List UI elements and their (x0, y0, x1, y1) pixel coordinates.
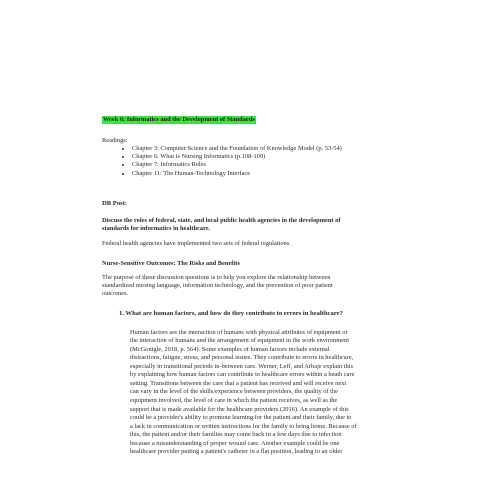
answer-line: setting. Transitions between the care that a patient has received and will receive next (130, 379, 347, 387)
answer-line: (McGonigle, 2018, p. 564). Some examples of human factors include external (130, 345, 330, 353)
purpose-line: The purpose of these discussion questions is to help you explore the relationship between (102, 273, 331, 281)
answer-line: equipment involved, the level of care in which the patient receives, as well as the (130, 396, 338, 404)
purpose-paragraph (102, 274, 402, 299)
document-page (102, 108, 402, 457)
reading-item: • Chapter 7: Informatics Roles (132, 161, 402, 169)
prompt-line: Discuss the roles of federal, state, and local public health agencies in the development of (102, 216, 341, 224)
discussion-prompt (102, 217, 402, 234)
answer-line: this, the patient and/or their families may come back in a few days due to infection (130, 431, 342, 439)
answer-line: because a misunderstanding of proper wound care. Another example could be one (130, 439, 340, 447)
answer-line: support that is made available for the healthcare providers (2016). An example of this (130, 405, 349, 413)
question-1: 1. What are human factors, and how do they contribute to errors in healthcare? (119, 309, 343, 317)
prompt-line: standards for informatics in healthcare. (102, 225, 211, 233)
week-title: Week 6: Informatics and the Development of Standards (103, 116, 255, 123)
readings-list (102, 145, 402, 178)
answer-line: can vary in the level of the skills/experience between providers, the quality of the (130, 388, 338, 396)
answer-line: distractions, fatigue, stress, and personal issues. They contribute to errors in healthcare, (130, 354, 354, 362)
section-heading: Nurse-Sensitive Outcomes: The Risks and Benefits (102, 259, 240, 267)
answer-line: could be a provider's ability to promote learning for the patient and their family, due to (130, 414, 352, 422)
answer-line: Human factors are the interaction of humans with physical attributes of equipment or (130, 328, 348, 336)
answer-paragraph (130, 329, 388, 457)
answer-line: by explaining how human factors can contribute to healthcare errors within a heath care (130, 371, 355, 379)
purpose-line: standardized nursing language, information technology, and the prevention of poor patient (102, 282, 333, 289)
readings-label: Readings: (102, 137, 128, 144)
week-title-row (102, 108, 402, 126)
federal-paragraph: Federal health agencies have implemented two sets of federal regulations. (102, 240, 291, 248)
reading-item: • Chapter 11: The Human-Technology Interface (132, 170, 402, 178)
answer-line: healthcare provider putting a patient's catheter in a flat position, leading to an older (130, 448, 343, 456)
purpose-line: outcomes. (102, 290, 129, 298)
reading-item: • Chapter 3: Computer Science and the Foundation of Knowledge Model (p. 53-54) (132, 145, 402, 153)
db-post-label: DB Post: (102, 199, 128, 207)
reading-item: • Chapter 6: What is Nursing Informatics (p.108-109) (132, 153, 402, 161)
answer-line: the interaction of humans and the arrangement of equipment in the work environment (130, 337, 349, 345)
answer-line: especially in transitional periods in-between care. Werner, Leff, and Arbaje explain this (130, 362, 353, 370)
answer-line: a lack in communication or written instructions for the family to bring home. Because of (130, 422, 357, 430)
